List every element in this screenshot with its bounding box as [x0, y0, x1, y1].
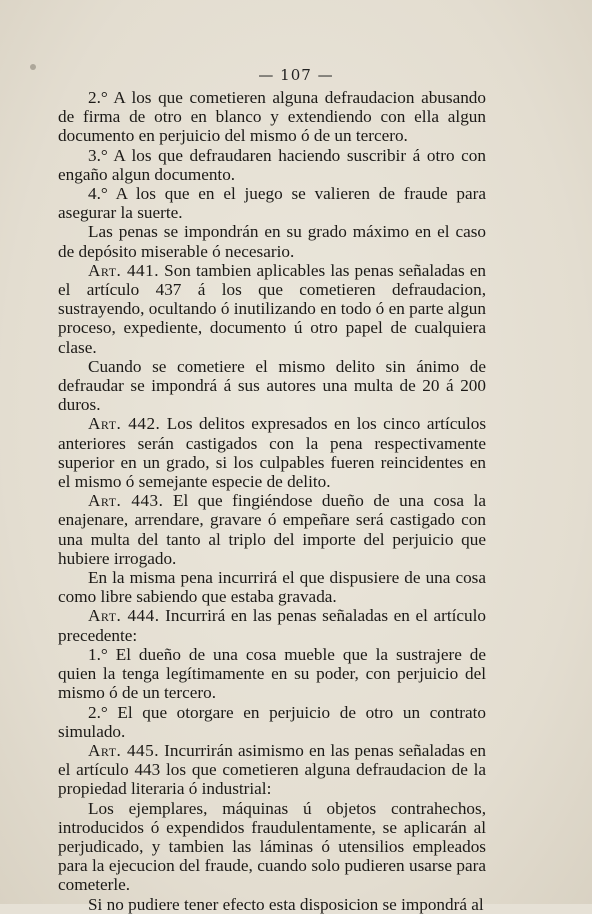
paragraph — [58, 895, 486, 914]
paragraph — [58, 261, 486, 357]
article-label: Art. 441. — [88, 260, 160, 280]
paragraph — [58, 491, 486, 568]
article-label: Art. 444. — [88, 606, 160, 626]
paragraph-text: Cuando se cometiere el mismo delito sin ánimo de defraudar se impondrá á sus autores una multa de 20 á 200 duros. — [58, 356, 486, 415]
article-label: Art. 443. — [88, 491, 164, 511]
paragraph-text: El que fingiéndose dueño de una cosa la enajenare, arrendare, gravare ó empeñare será castigado con una multa del tanto al triplo del importe del perjuicio que hubiere irrogado. — [58, 491, 487, 568]
paragraph-text: Incurrirá en las penas señaladas en el artículo precedente: — [58, 606, 487, 645]
paragraph-text: Los ejemplares, máquinas ú objetos contrahechos, introducidos ó expendidos fraudulentamente, se aplicarán al perjudicado, y tambien las láminas ó utensilios empleados para la ejecucion del fraude, cuando solo pudieren usarse para cometerle. — [58, 798, 486, 895]
paragraph-text: En la misma pena incurrirá el que dispusiere de una cosa como libre sabiendo que estaba gravada. — [58, 568, 486, 607]
paragraph — [58, 741, 486, 799]
paragraph — [58, 184, 486, 222]
paragraph-text: Si no pudiere tener efecto esta disposicion se impondrá al — [88, 894, 484, 914]
paragraph — [58, 703, 486, 741]
paragraph-text: 2.° A los que cometieren alguna defraudacion abusando de firma de otro en blanco y extendiendo con ella algun documento en perjuicio del mismo ó de un tercero. — [58, 88, 486, 146]
paragraph-text: Las penas se impondrán en su grado máximo en el caso de depósito miserable ó necesario. — [58, 222, 486, 261]
paragraph — [58, 88, 486, 146]
paragraph-text: Los delitos expresados en los cinco artículos anteriores serán castigados con la pena respectivamente superior en un grado, si los culpables fueren reincidentes en el mismo ó semejante especie de delito. — [58, 414, 487, 492]
paragraph — [58, 222, 486, 260]
paragraph — [58, 606, 486, 644]
paragraph-text: 1.° El dueño de una cosa mueble que la sustrajere de quien la tenga legítimamente en su poder, con perjuicio del mismo ó de un tercero. — [58, 644, 486, 703]
paragraph — [58, 146, 486, 184]
paragraph — [58, 568, 486, 606]
page-body — [58, 88, 486, 914]
page-number: — 107 — — [258, 66, 334, 84]
paragraph-text: 4.° A los que en el juego se valieren de fraude para asegurar la suerte. — [58, 184, 486, 223]
paragraph-text: 3.° A los que defraudaren haciendo suscribir á otro con engaño algun documento. — [58, 145, 486, 184]
paragraph-text: 2.° El que otorgare en perjuicio de otro un contrato simulado. — [58, 702, 486, 741]
paragraph-text: Son tambien aplicables las penas señaladas en el artículo 437 á los que cometieren defraudacion, sustrayendo, ocultando ó inutilizando en todo ó en parte algun proceso, expediente, documento ú otro papel de cualquiera clase. — [58, 260, 487, 357]
paragraph — [58, 645, 486, 703]
paragraph — [58, 357, 486, 415]
paragraph — [58, 799, 486, 895]
paragraph — [58, 414, 486, 491]
article-label: Art. 445. — [88, 740, 160, 760]
paragraph-text: Incurrirán asimismo en las penas señaladas en el artículo 443 los que cometieren alguna defraudacion de la propiedad literaria ó industrial: — [58, 740, 487, 799]
article-label: Art. 442. — [88, 414, 161, 434]
